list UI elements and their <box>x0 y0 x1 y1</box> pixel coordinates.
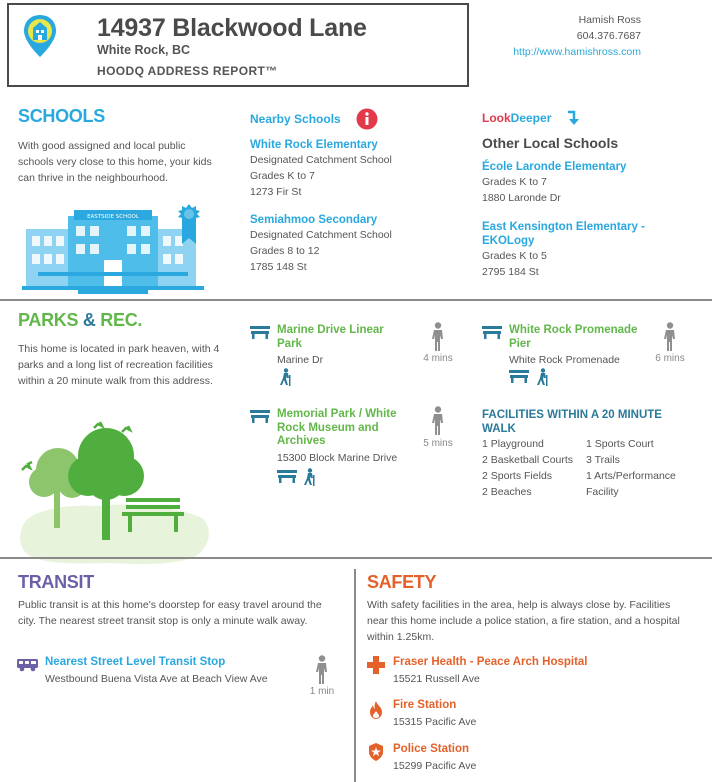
other-school-item[interactable] <box>482 160 672 206</box>
transit-stop-name[interactable]: Nearest Street Level Transit Stop <box>45 656 226 668</box>
walking-person-icon <box>430 406 446 436</box>
nearby-school-item[interactable] <box>250 138 450 200</box>
other-school-item[interactable] <box>482 220 672 280</box>
park-item[interactable] <box>509 324 649 368</box>
facility-item: 1 Sports Court <box>586 438 654 450</box>
school-address: 1785 148 St <box>250 261 307 273</box>
bench-icon <box>250 409 270 423</box>
facility-item: 2 Sports Fields <box>482 470 553 482</box>
facilities-left-list <box>482 436 590 500</box>
bus-icon <box>17 658 39 672</box>
trail-walker-icon <box>278 368 292 386</box>
school-grades: Grades K to 5 <box>482 250 547 262</box>
parks-title <box>18 310 142 331</box>
lookdeeper-link[interactable] <box>482 111 551 125</box>
parks-description: This home is located in park heaven, with 4 parks and a long list of recreation facilities within a 20 minute walk from this address. <box>18 343 220 387</box>
schools-title: SCHOOLS <box>18 106 105 126</box>
safety-title: SAFETY <box>367 572 437 592</box>
address-title: 14937 Blackwood Lane <box>97 14 367 42</box>
safety-item-name[interactable]: Police Station <box>393 743 470 755</box>
bench-icon <box>250 325 270 339</box>
school-name[interactable]: East Kensington Elementary - EKOLogy <box>482 221 645 247</box>
facility-item: 1 Arts/Performance Facility <box>586 470 676 498</box>
section-divider <box>0 557 712 559</box>
school-address: 1273 Fir St <box>250 186 302 198</box>
trail-walker-icon <box>302 468 316 486</box>
park-name[interactable]: Marine Drive Linear Park <box>277 324 384 350</box>
nearby-schools-heading: Nearby Schools <box>250 112 341 126</box>
arrow-down-icon[interactable] <box>566 110 580 126</box>
city-label: White Rock, BC <box>97 43 191 57</box>
walking-person-icon <box>314 655 330 685</box>
parks-title-parks: PARKS <box>18 310 79 330</box>
bench-icon <box>277 469 297 483</box>
school-sign-text: EASTSIDE SCHOOL <box>87 214 139 220</box>
safety-description: With safety facilities in the area, help is always close by. Facilities near this home include a police station, a fire station, and a hospital within 1.25km. <box>367 599 680 643</box>
school-grades: Grades K to 7 <box>482 176 547 188</box>
school-building-illustration <box>18 204 208 296</box>
transit-description: Public transit is at this home's doorstep for easy travel around the city. The nearest street transit stop is only a minute walk away. <box>18 599 322 627</box>
park-address: 15300 Block Marine Drive <box>277 451 398 464</box>
walk-time: 5 mins <box>423 438 453 449</box>
facility-item: 3 Trails <box>586 454 620 466</box>
school-grades: Grades K to 7 <box>250 170 315 182</box>
lookdeeper-look: Look <box>482 111 511 125</box>
parks-title-amp: & <box>82 310 96 330</box>
facility-item: 2 Basketball Courts <box>482 454 574 466</box>
nearby-school-item[interactable] <box>250 213 450 275</box>
bench-icon <box>482 325 502 339</box>
walk-time: 1 min <box>309 686 335 697</box>
bench-icon <box>509 369 529 383</box>
section-divider <box>0 299 712 301</box>
safety-item-address: 15299 Pacific Ave <box>393 760 477 772</box>
agent-name: Hamish Ross <box>578 14 641 26</box>
park-address: Marine Dr <box>277 354 324 366</box>
park-address: White Rock Promenade <box>509 354 620 366</box>
transit-title: TRANSIT <box>18 572 94 592</box>
facility-item: 2 Beaches <box>482 486 532 498</box>
school-name[interactable]: White Rock Elementary <box>250 139 378 151</box>
safety-item-name[interactable]: Fraser Health - Peace Arch Hospital <box>393 656 588 668</box>
park-illustration <box>16 418 216 568</box>
report-label: HOODQ ADDRESS REPORT™ <box>97 64 278 78</box>
safety-item-name[interactable]: Fire Station <box>393 699 457 711</box>
facilities-right-list <box>586 436 696 500</box>
walk-time: 6 mins <box>655 353 685 364</box>
info-icon[interactable] <box>356 108 378 130</box>
school-type: Designated Catchment School <box>250 229 392 241</box>
walk-time: 4 mins <box>423 353 453 364</box>
trail-walker-icon <box>535 368 549 386</box>
school-name[interactable]: Semiahmoo Secondary <box>250 214 378 226</box>
facilities-heading: FACILITIES WITHIN A 20 MINUTE WALK <box>482 409 662 435</box>
agent-website-link[interactable]: http://www.hamishross.com <box>513 46 641 58</box>
transit-stop-address: Westbound Buena Vista Ave at Beach View Ave <box>45 673 268 685</box>
other-schools-heading: Other Local Schools <box>482 135 619 151</box>
fire-icon <box>369 701 383 719</box>
agent-phone[interactable]: 604.376.7687 <box>576 30 641 42</box>
column-divider <box>354 569 356 782</box>
school-type: Designated Catchment School <box>250 154 392 166</box>
walking-person-icon <box>662 322 678 352</box>
parks-title-rec: REC. <box>100 310 143 330</box>
schools-description: With good assigned and local public schools very close to this home, your kids can thrive in the neighbourhood. <box>18 140 212 184</box>
school-grades: Grades 8 to 12 <box>250 245 320 257</box>
police-badge-icon <box>368 743 384 761</box>
safety-item-address: 15315 Pacific Ave <box>393 716 477 728</box>
school-name[interactable]: École Laronde Elementary <box>482 161 627 173</box>
safety-item-address: 15521 Russell Ave <box>393 673 480 685</box>
walking-person-icon <box>430 322 446 352</box>
hospital-cross-icon <box>367 656 385 674</box>
school-address: 2795 184 St <box>482 266 539 278</box>
park-item[interactable] <box>277 324 402 368</box>
house-pin-icon <box>22 14 58 58</box>
park-name[interactable]: White Rock Promenade Pier <box>509 324 638 350</box>
school-address: 1880 Laronde Dr <box>482 192 561 204</box>
park-item[interactable] <box>277 408 417 466</box>
lookdeeper-deeper: Deeper <box>510 111 552 125</box>
facility-item: 1 Playground <box>482 438 544 450</box>
park-name[interactable]: Memorial Park / White Rock Museum and Archives <box>277 408 397 447</box>
